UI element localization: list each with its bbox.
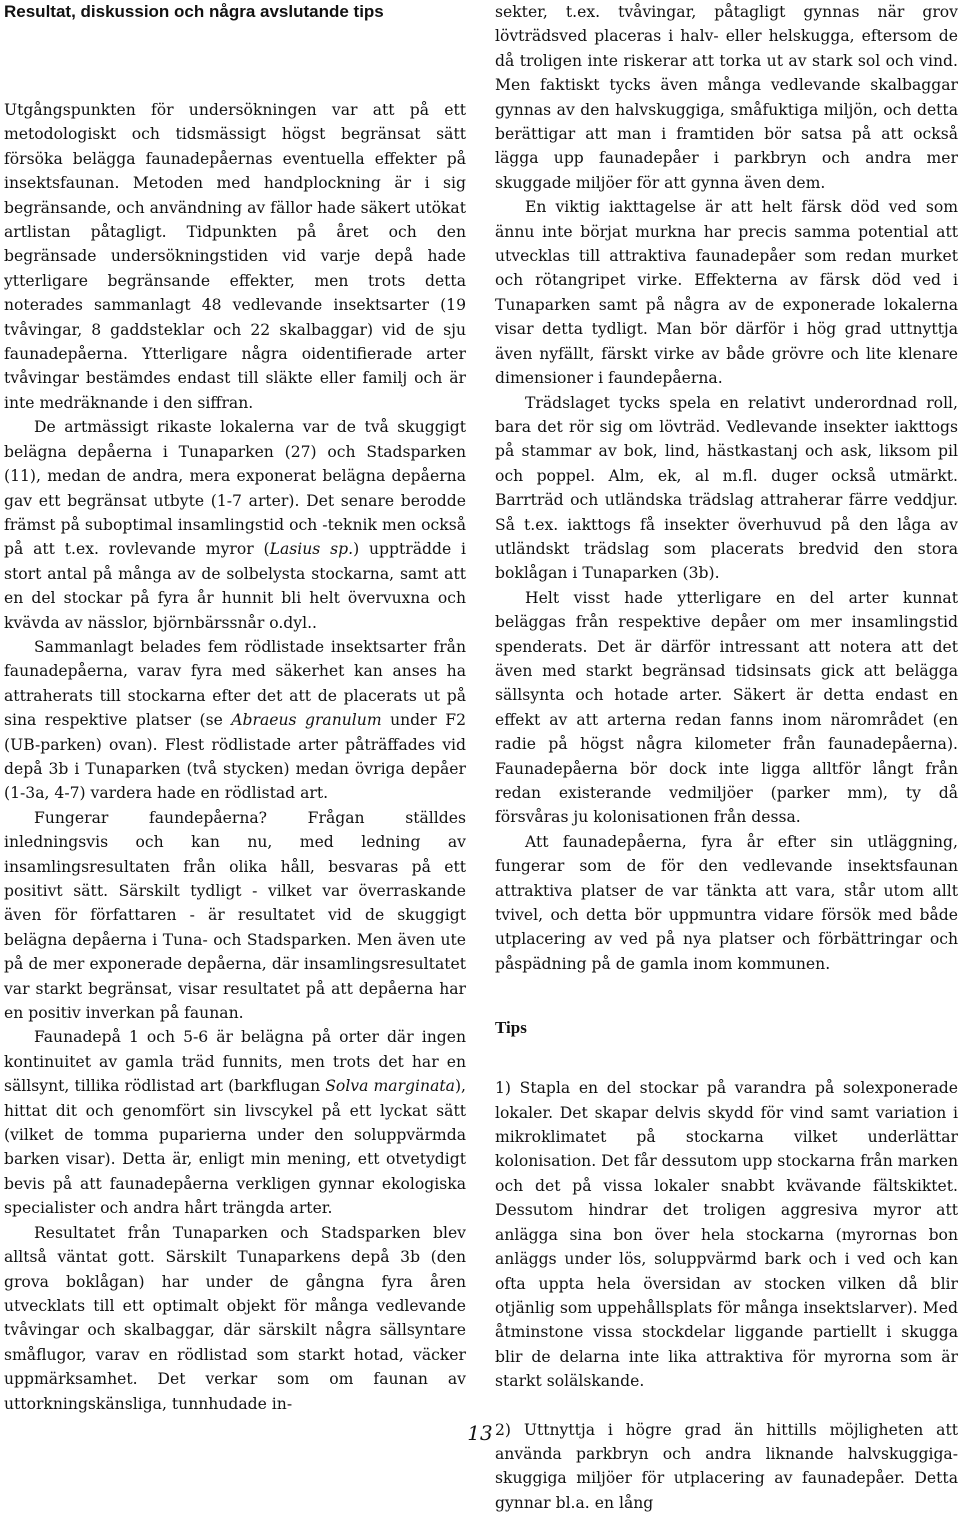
body-paragraph: sekter, t.ex. tvåvingar, påtagligt gynnas när grov lövträdsved placeras i halv- eller helskugga, eftersom de då troligen inte riskerar att torka ut av stark sol och vind. Men faktiskt tycks även många vedlevande skalbaggar gynnas av den halvskuggiga, småfuktiga miljön, och detta berättigar att man i framtiden bör satsa på att också lägga upp faunadepåer i parkbryn och andra mer skuggade miljöer för att gynna även dem. bbox=[495, 3, 958, 192]
tips-heading: Tips bbox=[495, 1018, 527, 1038]
body-paragraph: Utgångspunkten för undersökningen var att på ett metodologiskt och tidsmässigt högst begränsat sätt försöka belägga faunadepåernas eventuella effekter på insektsfaunan. Metoden med handplockning är i sig begränsande, och användning av fällor hade säkert utökat artlistan påtagligt. Tidpunkten på året och den begränsade undersökningstiden vid varje depå hade ytterligare begränsande effekter, men trots detta noterades sammanlagt 48 vedlevande insektsarter (19 tvåvingar, 8 gaddsteklar och 22 skalbaggar) vid de sju faunadepåerna. Ytterligare några oidentifierade arter tvåvingar bestämdes endast till släkte eller familj och är inte medräknande i den siffran. bbox=[4, 101, 466, 412]
body-paragraph: Sammanlagt belades fem rödlistade insektsarter från faunadepåerna, varav fyra med säkerhet kan anses ha attraherats till stockarna efter det att de placerats ut på sina respektive platser (se Abraeus granulum under F2 (UB-parken) ovan). Flest rödlistade arter påträffades vid depå 3b i Tunaparken (två stycken) medan övriga depåer (1-3a, 4-7) vardera hade en rödlistad art. bbox=[4, 637, 466, 803]
body-paragraph: Resultatet från Tunaparken och Stadsparken blev alltså väntat gott. Särskilt Tunaparkens depå 3b (den grova boklågan) har under de gångna fyra åren utvecklats till ett optimalt objekt för många vedlevande tvåvingar och skalbaggar, där särskilt några sällsyntare småflugor, varav en rödlistad som starkt hotad, väcker uppmärksamhet. Det verkar som om faunan av uttorkningskänsliga, tunnhudade in- bbox=[4, 1223, 466, 1413]
body-paragraph: Fungerar faundepåerna? Frågan ställdes inledningsvis och kan nu, med ledning av insamlingsresultaten från olika håll, besvaras på ett positivt sätt. Särskilt tydligt - vilket var överraskande även för författaren - är resultatet vid de skuggigt belägna depåerna i Tuna- och Stadsparken. Men även ute på de mer exponerade depåerna, där insamlingsresultatet var starkt begränsat, visar resultatet på att depåerna har en positiv inverkan på faunan. bbox=[4, 808, 466, 1023]
body-paragraph: Faunadepå 1 och 5-6 är belägna på orter där ingen kontinuitet av gamla träd funnits, men trots det har en sällsynt, tillika rödlistad art (barkflugan Solva marginata), hittat dit och genomfört sin livscykel på ett lyckat sätt (vilket de tomma puparierna under den soluppvärmda barken visar). Detta är, enligt min mening, ett otvetydigt bevis på att faunadepåerna verkligen gynnar ekologiska specialister och andra hårt trängda arter. bbox=[4, 1028, 466, 1218]
tip-item: 2) Uttnyttja i högre grad än hittills möjligheten att använda parkbryn och andra liknande halvskuggiga-skuggiga miljöer för utplacering av faunadepåer. Detta gynnar bl.a. en lång bbox=[495, 1420, 958, 1512]
left-column bbox=[4, 0, 466, 1416]
species-name: Abraeus granulum bbox=[231, 711, 382, 730]
section-heading: Resultat, diskussion och några avslutande tips bbox=[4, 2, 384, 21]
species-name: Lasius sp. bbox=[269, 540, 354, 559]
species-name: Solva marginata bbox=[325, 1077, 455, 1096]
tip-item: 1) Stapla en del stockar på varandra på solexponerade lokaler. Det skapar delvis skydd för vind samt variation i mikroklimatet på stockarna vilket underlättar kolonisation. Det får dessutom upp stockarna från marken och det på vissa lokaler snabbt kvävande fältskiktet. Dessutom hindrar det troligen aggresiva myror att anlägga sina bon över hela stockarna (myrornas bon anläggs under lös, soluppvärmd bark och i ved och kan ofta uppta hela översidan av stocken vilken då blir otjänlig som uppehållsplats för många insektslarver). Med åtminstone vissa stockdelar liggande partiellt i skugga blir de delarna inte lika attraktiva för myrorna som är starkt solälskande. bbox=[495, 1079, 958, 1391]
body-paragraph: Att faunadepåerna, fyra år efter sin utläggning, fungerar som de för den vedlevande insektsfaunan attraktiva platser de var tänkta att vara, står utom allt tvivel, och detta bör uppmuntra vidare försök med både utplacering av ved på nya platser och förbättringar och påspädning på de gamla inom kommunen. bbox=[495, 832, 958, 973]
right-column bbox=[495, 0, 958, 1515]
body-paragraph: Trädslaget tycks spela en relativt underordnad roll, bara det rör sig om lövträd. Vedlevande insekter iakttogs på stammar av bok, lind, hästkastanj och ask, liksom pil och poppel. Alm, ek, al m.fl. duger också utmärkt. Barrträd och utländska trädslag attraherar färre veddjur. Så t.ex. iakttogs få insekter överhuvud på den låga av utländskt trädslag som placerats bredvid den stora boklågan i Tunaparken (3b). bbox=[495, 393, 958, 583]
body-paragraph: Helt visst hade ytterligare en del arter kunnat beläggas från respektive depåer om mer insamlingstid spenderats. Det är därför intressant att notera att det även med starkt begränsad tidsinsats gick att belägga sällsynta och hotade arter. Säkert är detta endast en effekt av att arterna redan fanns inom närområdet (en radie på högst några kilometer från faunadepåerna). Faunadepåerna bör dock inte ligga alltför långt från redan existerande vedmiljöer (parker mm), ty då försvåras ju kolonisationen från dessa. bbox=[495, 588, 958, 827]
body-paragraph: De artmässigt rikaste lokalerna var de två skuggigt belägna depåerna i Tunaparken (27) och Stadsparken (11), medan de andra, mera exponerat belägna depåerna gav ett begränsat utbyte (1-7 arter). Det senare berodde främst på suboptimal insamlingstid och -teknik men också på att t.ex. rovlevande myror (Lasius sp.) uppträdde i stort antal på många av de solbelysta stockarna, samt att en del stockar på fyra år hunnit bli helt övervuxna och kvävda av nässlor, björnbärssnår o.dyl.. bbox=[4, 418, 466, 632]
body-paragraph: En viktig iakttagelse är att helt färsk död ved som ännu inte börjat murkna har precis samma potential att utvecklas till attraktiva faunadepåer som redan murket och rötangripet virke. Effekterna av färsk död ved i Tunaparken samt på några av de exponerade lokalerna visar detta tydligt. Man bör därför i hög grad uttnyttja även nyfällt, färskt virke av både grövre och lite klenare dimensioner i faundepåerna. bbox=[495, 198, 958, 388]
page-number: 13 bbox=[467, 1421, 493, 1445]
